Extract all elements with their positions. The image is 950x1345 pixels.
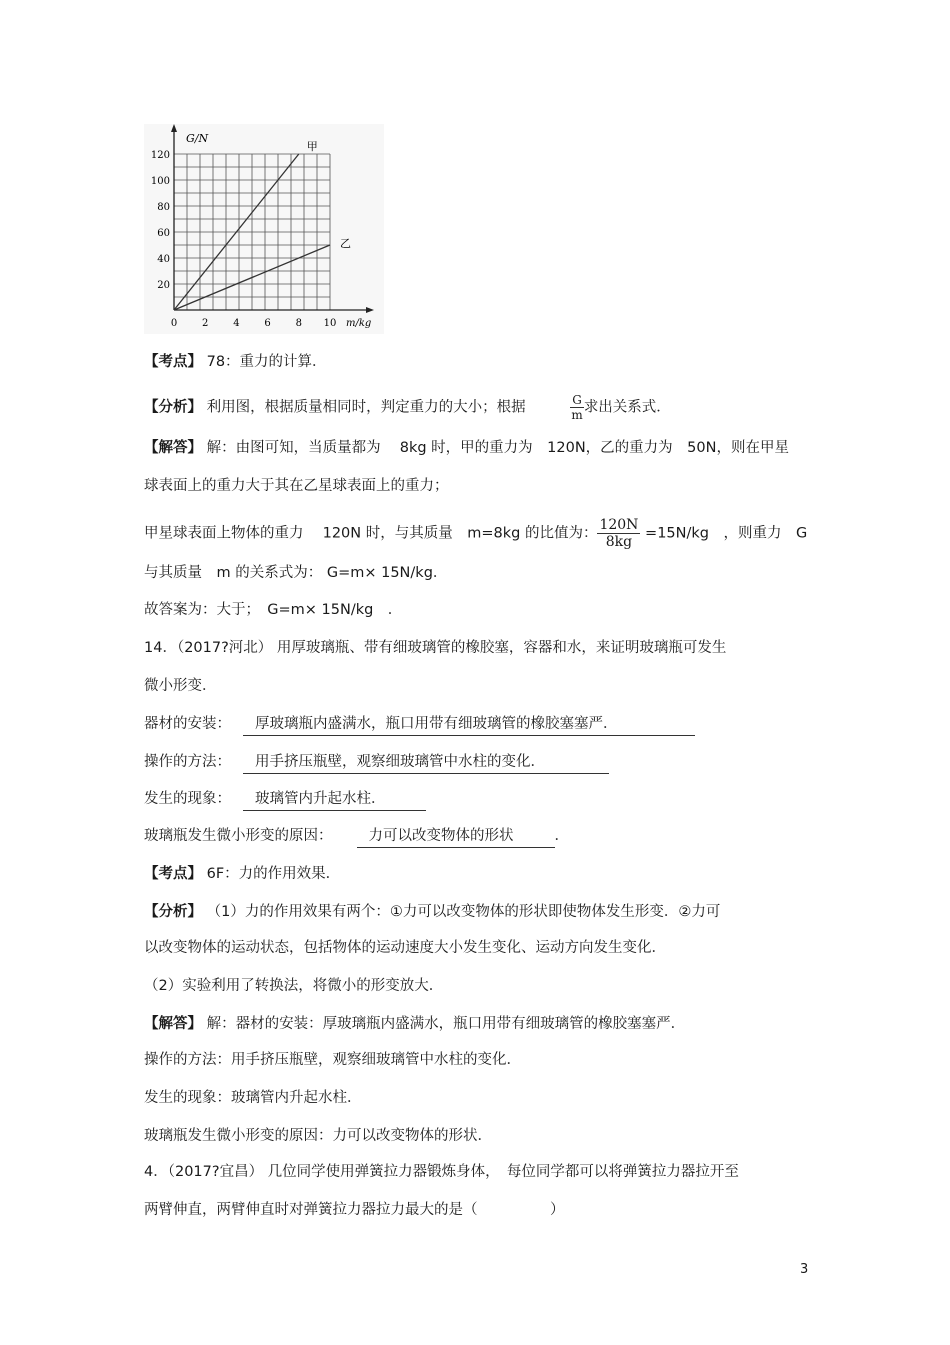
fenxi-line-3: 以改变物体的运动状态，包括物体的运动速度大小发生变化、运动方向发生变化．	[144, 940, 666, 956]
jieda-line-8: 玻璃瓶发生微小形变的原因：力可以改变物体的形状．	[144, 1128, 492, 1144]
x-tick-label: 4	[233, 318, 240, 329]
kaodian-text: 78：重力的计算．	[202, 354, 327, 370]
operation-method-answer: 用手挤压瓶壁，观察细玻璃管中水柱的变化．	[243, 752, 609, 774]
question-4-line-1: 4．（2017?宜昌） 几位同学使用弹簧拉力器锻炼身体， 每位同学都可以将弹簧拉力器拉开至	[144, 1164, 739, 1180]
x-axis-label: m/kg	[346, 318, 372, 329]
x-tick-label: 0	[170, 318, 178, 329]
jieda-line-3: 甲星球表面上物体的重力 120N 时，与其质量 m=8kg 的比值为： $\frac{120N}{8kg}$ =15N/kg ，则重力 G	[144, 517, 808, 550]
y-tick-label: 100	[150, 176, 170, 187]
question-4-line-2: 两臂伸直，两臂伸直时对弹簧拉力器拉力最大的是（ ）	[144, 1202, 565, 1218]
phenomenon-line: 发生的现象： 玻璃管内升起水柱．	[144, 789, 426, 811]
fenxi-line-4: （2）实验利用了转换法，将微小的形变放大．	[144, 978, 444, 994]
jieda-line-1	[144, 438, 789, 458]
series-label-1: 甲	[306, 140, 318, 153]
x-tick-label: 8	[295, 318, 302, 329]
ratio-fraction: $\frac{120N}{8kg}$	[599, 517, 639, 550]
jieda-text: 解：由图可知，当质量都为 8kg 时，甲的重力为 120N，乙的重力为 50N，则在甲星	[202, 440, 789, 456]
gravity-mass-chart	[144, 124, 384, 334]
equipment-install-answer: 厚玻璃瓶内盛满水，瓶口用带有细玻璃管的橡胶塞塞严．	[243, 714, 695, 736]
jieda-line-2: 球表面上的重力大于其在乙星球表面上的重力；	[144, 478, 449, 494]
y-tick-label: 80	[157, 202, 170, 213]
x-tick-label: 2	[202, 318, 209, 329]
jieda-line-4: 与其质量 m 的关系式为： G=m× 15N/kg．	[144, 565, 448, 581]
y-axis-label: G/N	[186, 132, 209, 145]
series-label-2: 乙	[340, 237, 351, 250]
kaodian-line-1	[144, 352, 327, 372]
fenxi-tag: 【分析】	[144, 399, 202, 416]
answer-line: 故答案为：大于； G=m× 15N/kg ．	[144, 602, 403, 618]
reason-line: 玻璃瓶发生微小形变的原因： 力可以改变物体的形状 ．	[144, 826, 569, 848]
reason-answer: 力可以改变物体的形状	[357, 826, 555, 848]
fenxi-text-2: 求出关系式．	[583, 399, 671, 416]
kaodian-line-2: 【考点】 6F：力的作用效果．	[144, 866, 341, 882]
y-tick-label: 40	[157, 254, 170, 265]
fenxi-line-1	[144, 394, 671, 421]
g-over-m-fraction: $\frac{G}{m}$	[571, 393, 583, 422]
kaodian-tag: 【考点】	[144, 354, 202, 370]
y-tick-label: 60	[157, 228, 170, 239]
fenxi-line-2: 【分析】 （1）力的作用效果有两个：①力可以改变物体的形状即使物体发生形变．②力可	[144, 904, 721, 920]
jieda-line-6: 操作的方法：用手挤压瓶壁，观察细玻璃管中水柱的变化．	[144, 1052, 521, 1068]
jieda-line-7: 发生的现象：玻璃管内升起水柱．	[144, 1090, 362, 1106]
question-14-line-1: 14．（2017?河北） 用厚玻璃瓶、带有细玻璃管的橡胶塞，容器和水，来证明玻璃瓶可发生	[144, 640, 727, 656]
question-14-line-2: 微小形变．	[144, 678, 217, 694]
equipment-install-line: 器材的安装： 厚玻璃瓶内盛满水，瓶口用带有细玻璃管的橡胶塞塞严．	[144, 714, 695, 736]
x-tick-label: 6	[264, 318, 271, 329]
jieda-line-5: 【解答】 解：器材的安装：厚玻璃瓶内盛满水，瓶口用带有细玻璃管的橡胶塞塞严．	[144, 1016, 686, 1032]
jieda-tag: 【解答】	[144, 440, 202, 456]
phenomenon-answer: 玻璃管内升起水柱．	[243, 789, 426, 811]
y-tick-label: 120	[150, 150, 170, 161]
fenxi-text: 利用图，根据质量相同时，判定重力的大小；根据	[202, 399, 526, 416]
y-tick-label: 20	[157, 280, 170, 291]
x-tick-label: 10	[323, 318, 337, 329]
operation-method-line: 操作的方法： 用手挤压瓶壁，观察细玻璃管中水柱的变化．	[144, 752, 609, 774]
page-number: 3	[800, 1262, 809, 1277]
